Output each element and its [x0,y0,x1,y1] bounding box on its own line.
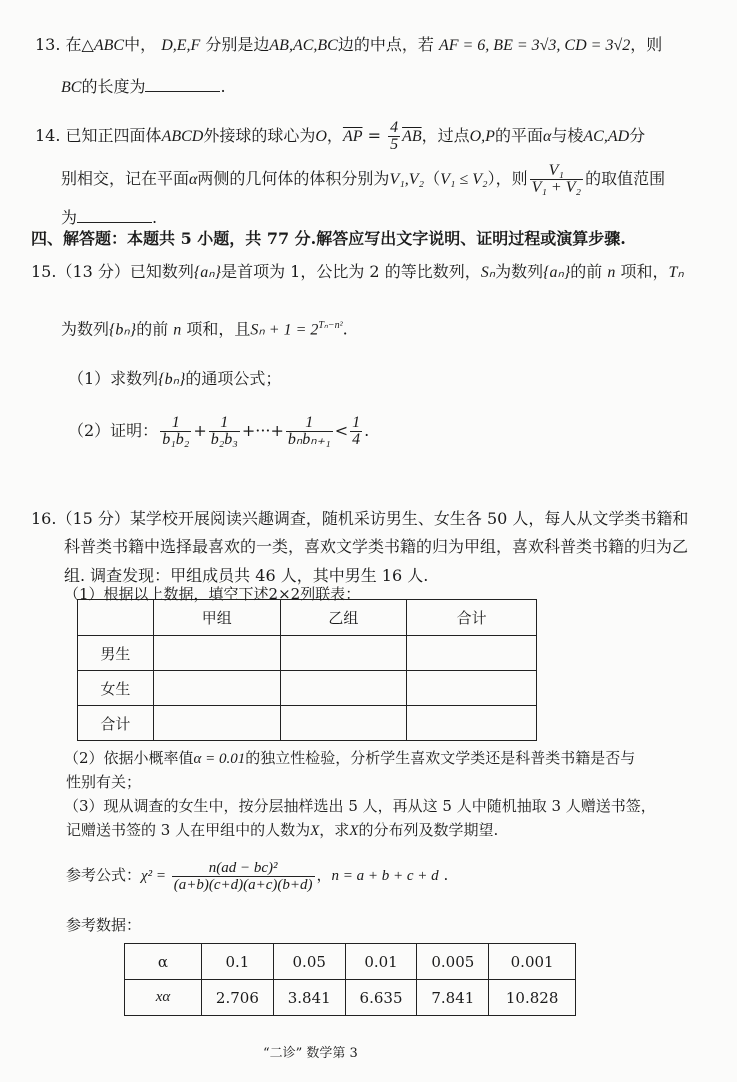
text: （13 分）已知数列 [56,262,194,281]
text: 的通项公式； [185,369,282,388]
question-14-line2 [61,163,665,196]
text: < [334,421,349,440]
exponent: Tₙ−n² [318,320,343,331]
fraction [286,415,333,448]
text: = [362,126,387,145]
fraction [160,415,191,448]
blank-cell[interactable] [280,671,407,706]
math: {bₙ} [109,321,137,339]
table-header-row [78,600,537,636]
math: {bₙ} [158,371,186,388]
math: AF = 6, BE = 3√3, CD = 3√2 [438,37,631,54]
text: 为数列 [61,319,110,339]
text: 的前 [570,262,603,281]
math: α [189,171,198,188]
section-heading: 四、解答题：本题共 5 小题，共 77 分.解答应写出文字说明、证明过程或演算步骤. [31,229,626,248]
text: 边的中点，若 [337,35,434,54]
contingency-table [77,599,537,741]
cell: 0.01 [345,944,417,980]
math: O [315,128,327,145]
math: X [310,823,320,839]
text: 外接球的球心为 [203,126,316,145]
math: AB,AC,BC [269,37,338,54]
cell: 0.05 [273,944,345,980]
question-15-line2 [61,316,348,340]
numerator: 1 [352,414,361,431]
cell: 0.1 [202,944,274,980]
text: 记赠送书签的 3 人在甲组中的人数为 [66,821,311,839]
math: O,P [469,128,495,145]
question-16-line2: 科普类书籍中选择最喜欢的一类，喜欢文学类书籍的归为甲组，喜欢科普类书籍的归为乙 [64,537,689,556]
math: χ² = [141,868,170,884]
numerator: n(ad − bc)² [172,860,315,877]
text: . [443,866,449,884]
alpha-row [125,944,576,980]
chi-square-fraction [172,860,315,893]
question-16-part3-cont [66,820,498,841]
vector-ap: $\overline{AP}$ [342,128,363,145]
denominator: b₂b₃ [210,431,238,448]
text: 的取值范围 [585,169,666,188]
question-16-part2 [64,748,635,769]
text: 项和， [620,262,669,281]
denominator: V₁ + V₂ [531,179,582,196]
blank-cell[interactable] [153,706,280,741]
text: 是首项为 1，公比为 2 的等比数列， [221,262,481,281]
text: ，过点 [421,126,470,145]
blank-cell[interactable] [153,636,280,671]
text: 的长度为 [81,77,146,96]
text: 分 [629,126,646,145]
math: n = a + b + c + d [331,868,439,884]
text: 的前 [136,319,169,339]
text: . [152,208,158,227]
question-14-line1 [35,120,645,153]
denominator: 5 [390,136,399,153]
text: （1）求数列 [68,369,159,388]
header-cell [78,600,154,636]
cell: 0.005 [417,944,489,980]
cell: 6.635 [345,980,417,1016]
text: 两侧的几何体的体积分别为 [197,169,390,188]
question-number: 15. [31,262,57,281]
blank-cell[interactable] [407,636,537,671]
cell: 3.841 [273,980,345,1016]
text: 项和，且 [186,319,251,339]
table-row [78,706,537,741]
text: ），则 [487,169,528,188]
header-cell: 合计 [407,600,537,636]
row-label: xα [125,980,202,1016]
question-number: 13. [35,35,61,54]
blank-cell[interactable] [407,706,537,741]
math: α = 0.01 [193,751,246,767]
text: ， [316,866,332,884]
question-number: 14. [35,126,61,145]
fraction [530,163,583,196]
text: （ [424,169,441,188]
question-15-part2 [68,414,369,448]
blank-cell[interactable] [280,706,407,741]
question-16-part2-cont: 性别有关； [66,773,142,791]
text: 的独立性检验，分析学生喜欢文学类还是科普类书籍是否与 [245,749,636,767]
text: （2）证明： [68,421,159,440]
denominator: 4 [352,431,361,448]
text: 中， [124,35,157,54]
math: D,E,F [161,37,201,54]
denominator: b₁b₂ [162,431,190,448]
text: 为数列 [495,262,544,281]
cell: 0.001 [489,944,576,980]
text: ， [326,126,343,145]
math: ABC [93,37,125,54]
math: V₁ ≤ V₂ [440,171,488,188]
question-13-line1 [35,35,662,56]
math: {aₙ} [543,264,571,281]
numerator: 1 [160,415,191,432]
math: {aₙ} [193,264,222,281]
question-16-line1: 16.（15 分）某学校开展阅读兴趣调查，随机采访男生、女生各 50 人，每人从文学类书籍和 [31,509,689,528]
table-row [78,636,537,671]
blank-cell[interactable] [407,671,537,706]
vector-ab: $\overline{AB}$ [402,128,422,145]
reference-data-label: 参考数据： [66,916,142,934]
row-label: 合计 [78,706,154,741]
row-label: 女生 [78,671,154,706]
text: 在△ [65,35,94,54]
numerator: 1 [286,415,333,432]
blank-cell[interactable] [280,636,407,671]
denominator: (a+b)(c+d)(a+c)(b+d) [173,876,313,893]
answer-blank[interactable] [145,77,220,92]
math: X [349,823,359,839]
blank-cell[interactable] [153,671,280,706]
question-14-line3 [61,208,157,228]
text: （2）依据小概率值 [64,749,194,767]
row-label: 男生 [78,636,154,671]
cell: 10.828 [489,980,576,1016]
text: +···+ [241,421,284,440]
text: 的平面 [494,126,543,145]
numerator: V₁ [530,163,583,180]
text: . [364,421,370,440]
table-row [78,671,537,706]
math: V₁,V₂ [389,171,425,188]
label: 参考公式： [66,866,142,884]
text: ，则 [630,35,663,54]
header-cell: 甲组 [153,600,280,636]
answer-blank[interactable] [77,208,152,223]
math: Tₙ [668,264,684,281]
row-label: α [125,944,202,980]
cell: 2.706 [202,980,274,1016]
text: 分别是边 [205,35,270,54]
text: ，求 [319,821,350,839]
fraction [209,415,240,448]
text: + [193,421,207,440]
numerator: 4 [390,119,399,136]
math: BC [61,79,82,96]
math: AC,AD [583,128,630,145]
text: 已知正四面体 [65,126,162,145]
text: 别相交，记在平面 [61,169,190,188]
denominator: bₙbₙ₊₁ [287,431,331,448]
math: Sₙ [480,264,496,281]
math: ABCD [161,128,204,145]
question-13-line2 [61,77,226,98]
math: n [607,264,616,281]
question-16-line3: 组. 调查发现：甲组成员共 46 人，其中男生 16 人. [64,566,429,585]
text: 为 [61,208,78,227]
math: n [173,321,182,339]
question-15-part1 [68,369,281,390]
math: Sₙ + 1 = 2 [250,321,319,339]
page-footer: “二诊” 数学第 3 [263,1046,358,1061]
cell: 7.841 [417,980,489,1016]
text: 的分布列及数学期望. [358,821,499,839]
question-16-part3: （3）现从调查的女生中，按分层抽样选出 5 人，再从这 5 人中随机抽取 3 人赠送书签， [64,797,656,815]
fraction [350,415,362,448]
text: 与棱 [551,126,584,145]
text: . [220,77,226,96]
reference-data-table [124,943,576,1016]
question-15-line1 [31,262,684,283]
question-16-part1: （1）根据以上数据，填空下述2×2列联表： [64,585,361,603]
fraction [388,120,400,153]
math: α [542,128,552,145]
x-alpha-row [125,980,576,1016]
numerator: 1 [209,415,240,432]
reference-formula [66,857,448,894]
header-cell: 乙组 [280,600,407,636]
text: . [342,319,348,339]
